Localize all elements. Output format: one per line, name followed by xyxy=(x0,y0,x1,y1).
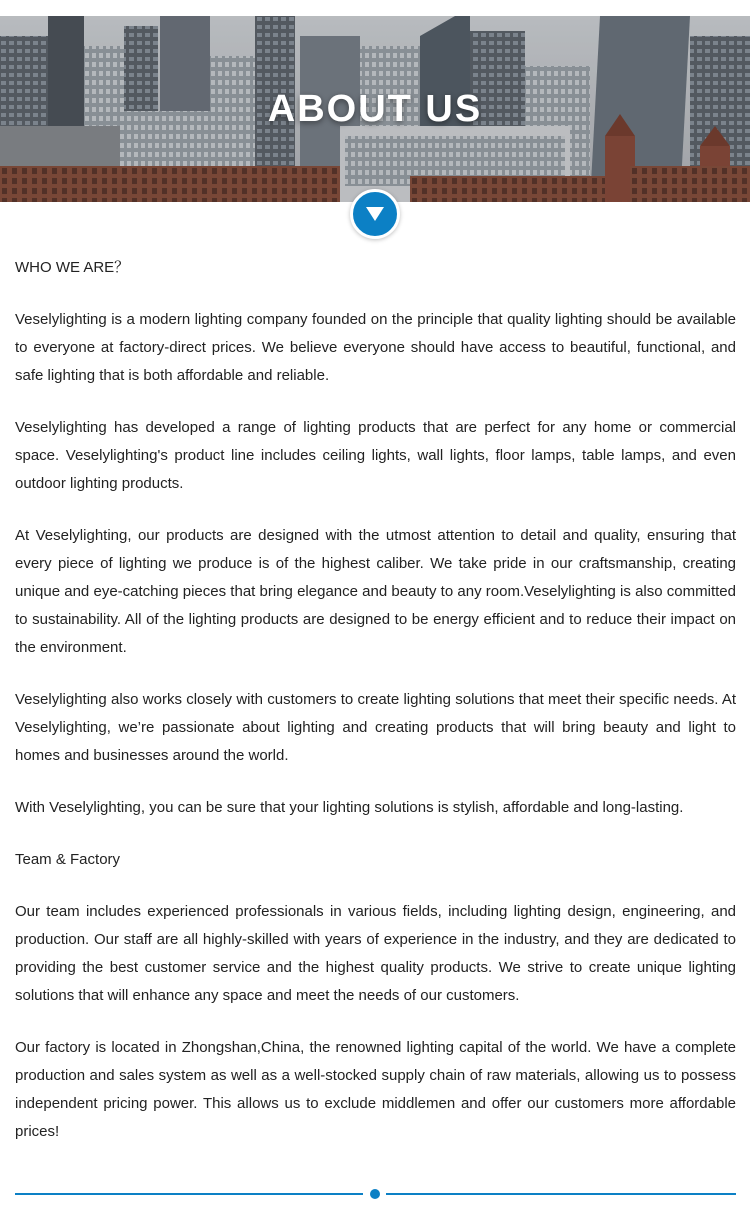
paragraph-intro: Veselylighting is a modern lighting company founded on the principle that quality lighting should be available to everyone at factory-direct prices. We believe everyone should have access to beautiful, functional, and safe lighting that is both affordable and reliable. xyxy=(15,311,736,384)
paragraph-team: Our team includes experienced professionals in various fields, including lighting design, engineering, and production. Our staff are all highly-skilled with years of experience in the industry, and they are dedicated to providing the best customer service and the highest quality products. We strive to create unique lighting solutions that will enhance any space and meet the needs of our customers. xyxy=(15,903,736,1004)
page-title: ABOUT US xyxy=(267,88,483,130)
paragraph-summary: With Veselylighting, you can be sure that your lighting solutions is stylish, affordable and long-lasting. xyxy=(15,799,684,816)
section-divider xyxy=(15,1188,736,1200)
paragraph-products: Veselylighting has developed a range of lighting products that are perfect for any home or commercial space. Veselylighting's product line includes ceiling lights, wall lights, floor lamps, table lamps, and even outdoor lighting products. xyxy=(15,419,736,492)
about-content xyxy=(15,254,736,1170)
dot-icon xyxy=(370,1189,380,1199)
triangle-down-icon xyxy=(365,206,385,222)
paragraph-customers: Veselylighting also works closely with customers to create lighting solutions that meet their specific needs. At Veselylighting, we’re passionate about lighting and creating products that will bring beauty and light to homes and businesses around the world. xyxy=(15,691,736,764)
divider-line-right xyxy=(386,1193,736,1195)
about-banner xyxy=(0,16,750,202)
divider-line-left xyxy=(15,1193,363,1195)
team-factory-heading: Team & Factory xyxy=(15,851,121,868)
scroll-down-button[interactable] xyxy=(350,189,400,239)
paragraph-quality: At Veselylighting, our products are designed with the utmost attention to detail and quality, ensuring that every piece of lighting we produce is of the highest caliber. We take pride in our craftsmanship, creating unique and eye-catching pieces that bring elegance and beauty to any room.Veselylighting is also committed to sustainability. All of the lighting products are designed to be energy efficient and to reduce their impact on the environment. xyxy=(15,527,736,656)
who-we-are-heading: WHO WE ARE？ xyxy=(15,259,130,276)
paragraph-factory: Our factory is located in Zhongshan,China, the renowned lighting capital of the world. We have a complete production and sales system as well as a well-stocked supply chain of raw materials, allowing us to possess independent pricing power. This allows us to exclude middlemen and offer our customers more affordable prices! xyxy=(15,1039,736,1140)
